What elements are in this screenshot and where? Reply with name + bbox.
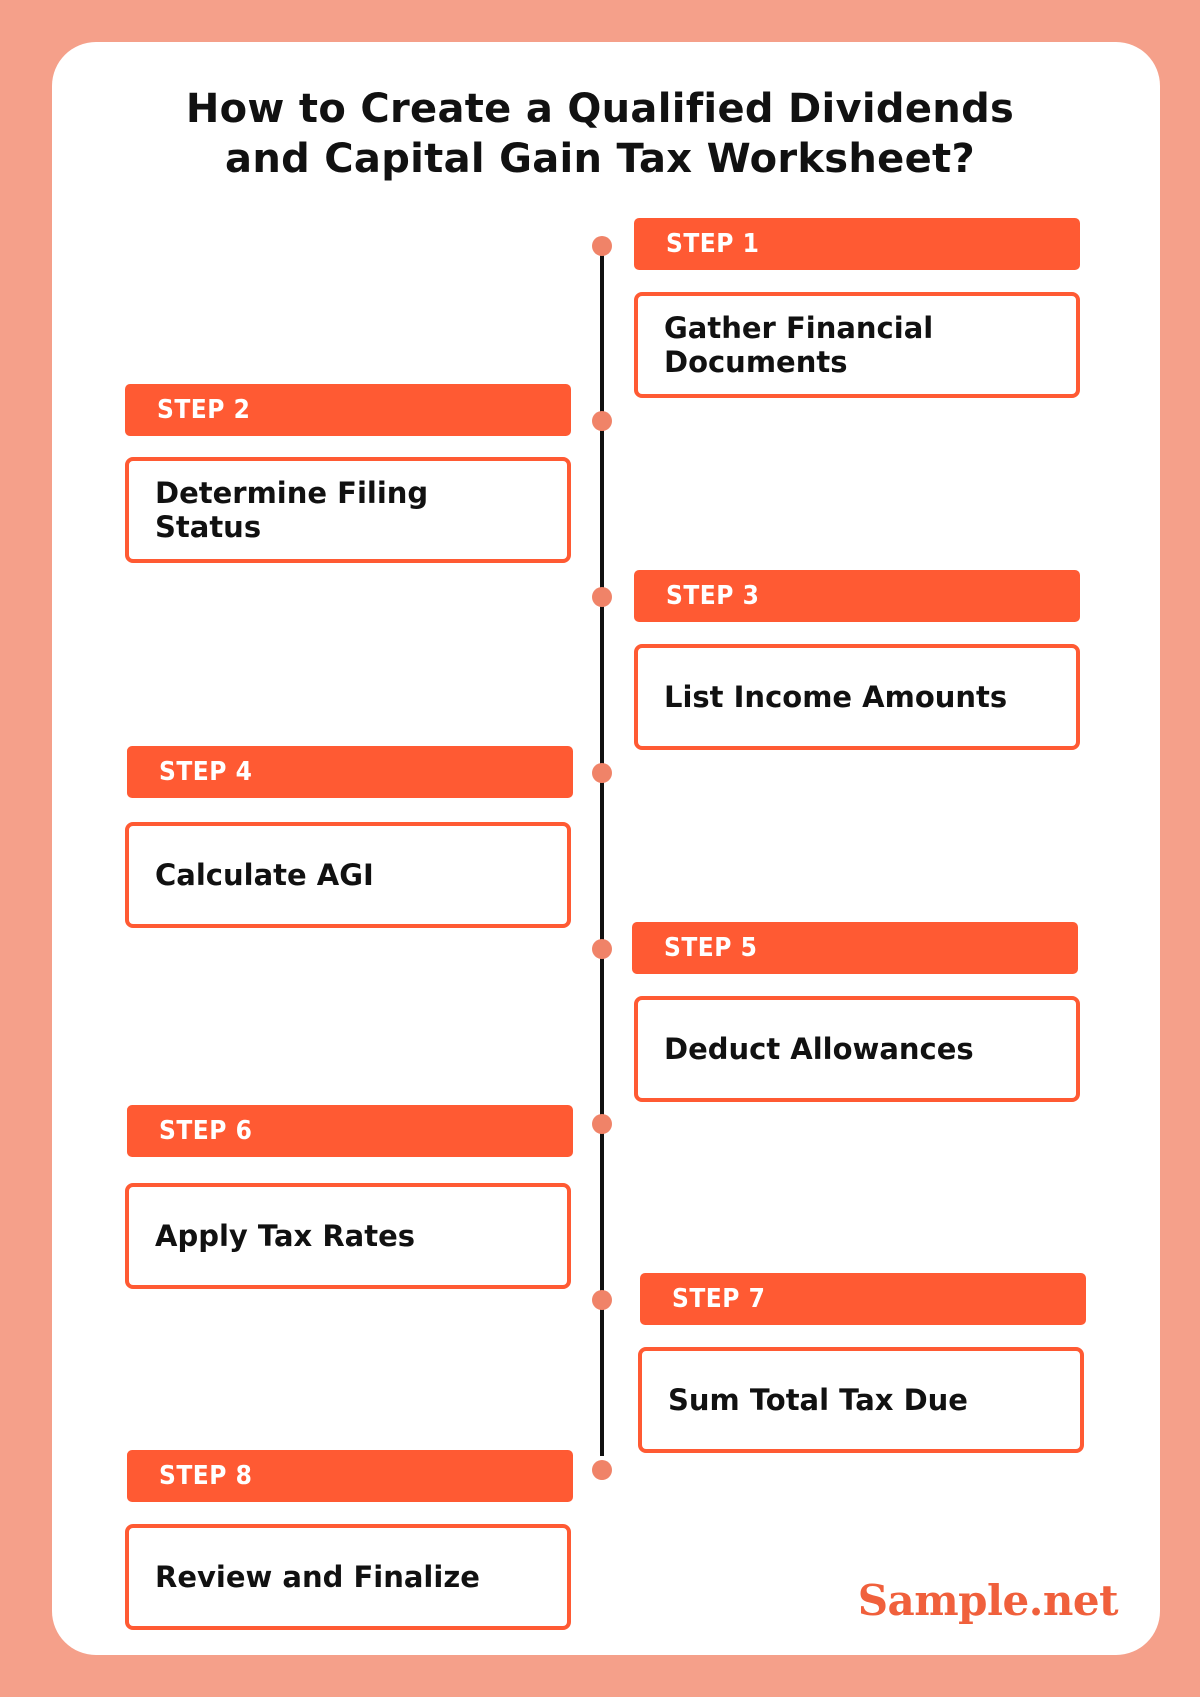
step-7-box	[638, 1347, 1084, 1453]
step-8-text: Review and Finalize	[155, 1560, 480, 1594]
step-3-box	[634, 644, 1080, 750]
step-4-box	[125, 822, 571, 928]
step-8-box	[125, 1524, 571, 1630]
page-title	[0, 84, 1200, 184]
timeline-dot-step-4	[592, 763, 612, 783]
step-2-box	[125, 457, 571, 563]
step-5-text: Deduct Allowances	[664, 1032, 974, 1066]
step-3-text: List Income Amounts	[664, 680, 1008, 714]
timeline-dot-step-8	[592, 1460, 612, 1480]
step-1-box	[634, 292, 1080, 398]
timeline-dot-step-5	[592, 939, 612, 959]
timeline-dot-step-6	[592, 1114, 612, 1134]
timeline-dot-step-1	[592, 236, 612, 256]
step-4-label: STEP 4	[127, 746, 573, 798]
step-5-label: STEP 5	[632, 922, 1078, 974]
step-5-box	[634, 996, 1080, 1102]
title-line-1: How to Create a Qualified Dividends	[185, 86, 1015, 132]
step-6-box	[125, 1183, 571, 1289]
step-4-text: Calculate AGI	[155, 858, 374, 892]
brand-logo: Sample.net	[857, 1576, 1118, 1625]
timeline-dot-step-2	[592, 411, 612, 431]
timeline-dot-step-7	[592, 1290, 612, 1310]
step-8-label: STEP 8	[127, 1450, 573, 1502]
title-line-2: and Capital Gain Tax Worksheet?	[225, 136, 975, 182]
step-1-label: STEP 1	[634, 218, 1080, 270]
step-2-label: STEP 2	[125, 384, 571, 436]
step-6-text: Apply Tax Rates	[155, 1219, 416, 1253]
step-6-label: STEP 6	[127, 1105, 573, 1157]
step-7-text: Sum Total Tax Due	[668, 1383, 968, 1417]
step-2-text: Determine Filing Status	[155, 476, 429, 544]
step-3-label: STEP 3	[634, 570, 1080, 622]
timeline-dot-step-3	[592, 587, 612, 607]
step-1-text: Gather Financial Documents	[664, 311, 934, 379]
step-7-label: STEP 7	[640, 1273, 1086, 1325]
